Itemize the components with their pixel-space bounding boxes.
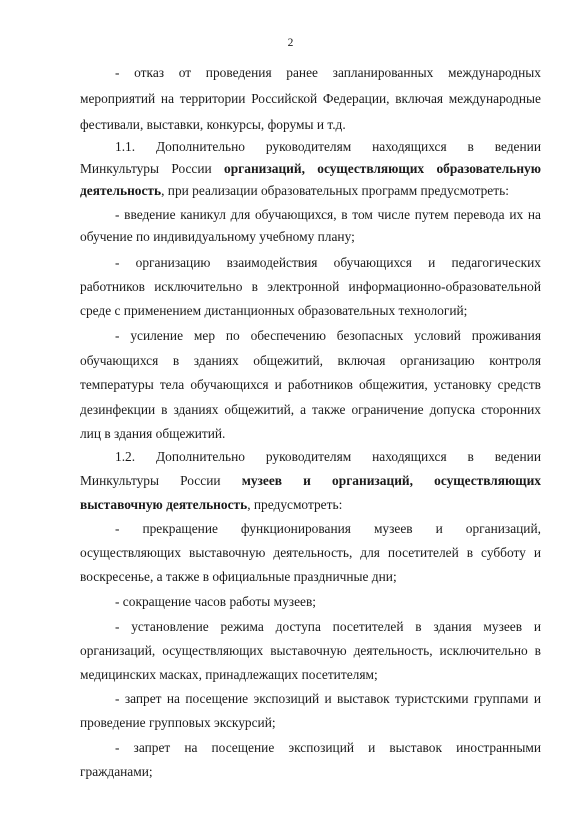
text-line: 1.1. Дополнительно руководителям находящихся в ведении (115, 139, 541, 154)
text-line: обучение по индивидуальному учебному плану; (80, 229, 355, 244)
text-segment: , при реализации образовательных программ предусмотреть: (161, 183, 509, 198)
bold-text: организаций, осуществляющих образовательную (224, 161, 541, 176)
bold-text: деятельность (80, 183, 162, 198)
text-line: мероприятий на территории Российской Федерации, включая международные (80, 91, 541, 106)
text-line: дезинфекции в зданиях общежитий, а также ограничение допуска сторонних (80, 402, 541, 417)
page-number: 2 (287, 37, 294, 49)
text-line: осуществляющих выставочную деятельность, для посетителей в субботу и (80, 545, 541, 560)
text-line: - организацию взаимодействия обучающихся и педагогических (115, 255, 541, 270)
bold-text: музеев и организаций, осуществляющих (241, 473, 541, 488)
text-line (80, 472, 541, 490)
text-line: температуры тела обучающихся и работников общежития, установку средств (80, 377, 541, 392)
text-line: организаций, осуществляющих выставочную деятельность, исключительно в (80, 643, 541, 658)
text-line (80, 182, 541, 200)
bold-text: выставочную деятельность (80, 497, 248, 512)
text-line: - введение каникул для обучающихся, в том числе путем перевода их на (115, 207, 541, 222)
text-line: медицинских масках, принадлежащих посетителям; (80, 667, 378, 682)
text-line: работников исключительно в электронной информационно-образовательной (80, 279, 541, 294)
text-line: гражданами; (80, 764, 153, 779)
text-line: - усиление мер по обеспечению безопасных условий проживания (115, 328, 541, 343)
text-line: воскресенье, а также в официальные праздничные дни; (80, 569, 397, 584)
text-line: обучающихся в зданиях общежитий, включая организацию контроля (80, 353, 541, 368)
text-line: - отказ от проведения ранее запланированных международных (115, 65, 541, 80)
text-line: - запрет на посещение экспозиций и выставок иностранными (115, 740, 541, 755)
text-line: - запрет на посещение экспозиций и выставок туристскими группами и (115, 691, 541, 706)
text-segment: Минкультуры России (80, 473, 221, 488)
text-segment: , предусмотреть: (247, 497, 343, 512)
text-line (80, 496, 541, 514)
text-line: 1.2. Дополнительно руководителям находящихся в ведении (115, 449, 541, 464)
text-segment: Минкультуры России (80, 161, 212, 176)
text-line: проведение групповых экскурсий; (80, 715, 276, 730)
text-line: среде с применением дистанционных образовательных технологий; (80, 303, 468, 318)
text-line: лиц в здания общежитий. (80, 426, 226, 441)
text-line: - прекращение функционирования музеев и организаций, (115, 521, 541, 536)
text-line: фестивали, выставки, конкурсы, форумы и т.д. (80, 117, 346, 132)
text-line: - установление режима доступа посетителей в здания музеев и (115, 619, 541, 634)
text-line: - сокращение часов работы музеев; (115, 594, 317, 609)
text-line (80, 160, 541, 178)
